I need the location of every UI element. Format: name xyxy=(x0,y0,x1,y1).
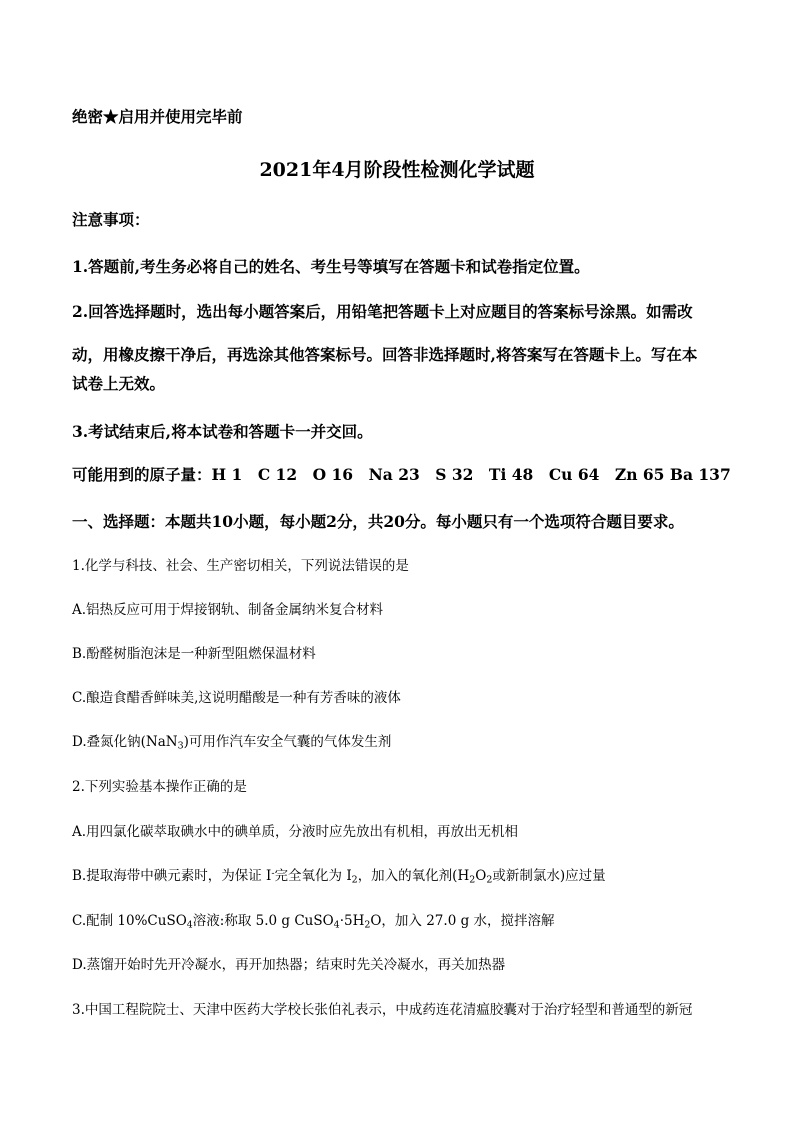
note-item-3: 3.考试结束后,将本试卷和答题卡一并交回。 xyxy=(72,422,373,441)
question-3-stem: 3.中国工程院院士、天津中医药大学校长张伯礼表示，中成药连花清瘟胶囊对于治疗轻型和普通型的新冠 xyxy=(72,1002,693,1018)
question-2-option-a: A.用四氯化碳萃取碘水中的碘单质，分液时应先放出有机相，再放出无机相 xyxy=(72,824,519,840)
question-2-stem: 2.下列实验基本操作正确的是 xyxy=(72,779,247,795)
question-2-option-b: B.提取海带中碘元素时，为保证 I-完全氧化为 $I_2$，加入的氧化剂($H_2O_2$或新制氯水)应过量 xyxy=(72,867,606,886)
note-item-1: 1.答题前,考生务必将自己的姓名、考生号等填写在答题卡和试卷指定位置。 xyxy=(72,257,590,276)
atomic-masses: 可能用到的原子量：H 1 C 12 O 16 Na 23 S 32 Ti 48 Cu 64 Zn 65 Ba 137 xyxy=(72,465,731,484)
section-1-heading: 一、选择题：本题共10小题，每小题2分，共20分。每小题只有一个选项符合题目要求。 xyxy=(72,512,684,531)
question-1-option-a: A.铝热反应可用于焊接钢轨、制备金属纳米复合材料 xyxy=(72,602,384,618)
question-1-option-b: B.酚醛树脂泡沫是一种新型阻燃保温材料 xyxy=(72,646,316,662)
question-1-stem: 1.化学与科技、社会、生产密切相关，下列说法错误的是 xyxy=(72,558,409,574)
page-title: 2021年4月阶段性检测化学试题 xyxy=(259,159,535,181)
question-2-option-d: D.蒸馏开始时先开冷凝水，再开加热器；结束时先关冷凝水，再关加热器 xyxy=(72,957,506,973)
question-2-option-c: C.配制 10%CuSO$_4$溶液:称取 5.0 g $CuSO_4\cdot 5H_2O$，加入 27.0 g 水，搅拌溶解 xyxy=(72,913,555,931)
note-item-2-line-3: 试卷上无效。 xyxy=(72,374,166,393)
question-1-option-c: C.酿造食醋香鲜味美,这说明醋酸是一种有芳香味的液体 xyxy=(72,690,401,706)
note-item-2-line-2: 动，用橡皮擦干净后，再选涂其他答案标号。回答非选择题时,将答案写在答题卡上。写在本 xyxy=(72,345,698,364)
notes-heading: 注意事项： xyxy=(72,210,150,229)
secrecy-label: 绝密★启用并使用完毕前 xyxy=(72,107,243,126)
question-1-option-d: D.叠氮化钠(NaN$_3$)可用作汽车安全气囊的气体发生剂 xyxy=(72,734,392,752)
note-item-2-line-1: 2.回答选择题时，选出每小题答案后，用铅笔把答题卡上对应题目的答案标号涂黑。如需改 xyxy=(72,302,693,321)
